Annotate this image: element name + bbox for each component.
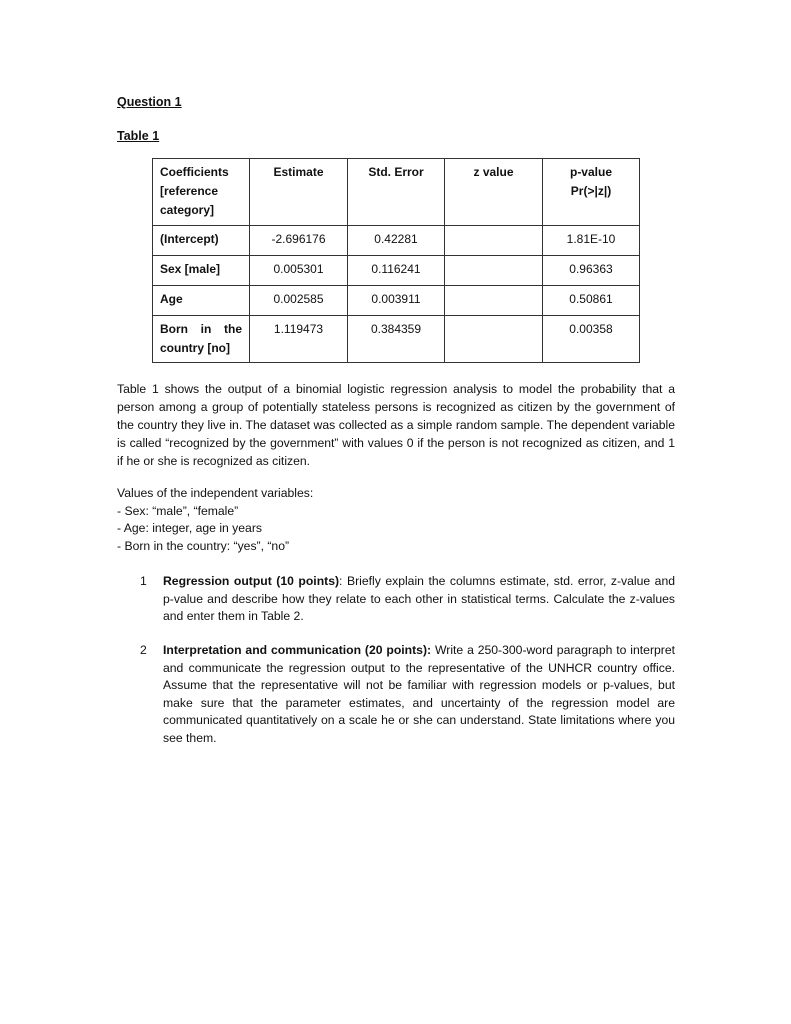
cell-estimate: 0.005301 [250, 256, 348, 286]
cell-z-value [445, 256, 543, 286]
values-intro: Values of the independent variables: [117, 486, 314, 500]
table-row [153, 286, 640, 316]
table-row [153, 226, 640, 256]
question-body [163, 573, 675, 626]
question-text: : Briefly explain the columns estimate, std. error, z-value and p-value and describe how they relate to each other in statistical terms. Calculate the z-values and enter them in Table 2. [163, 574, 675, 623]
cell-std-error: 0.384359 [348, 316, 445, 363]
header-coefficients: Coefficients [reference category] [153, 159, 250, 226]
regression-table [152, 158, 640, 363]
question-number: 2 [140, 643, 147, 657]
header-estimate: Estimate [250, 159, 348, 226]
question-text: Write a 250-300-word paragraph to interpret and communicate the regression output to the representative of the UNHCR country office. Assume that the representative will not be familiar with regression models or p-values, but make sure that the parameter estimates, and uncertainty of the regression model are communicated quantitatively on a scale he or she can understand. State limitations where you see them. [163, 643, 676, 745]
cell-p-value: 0.96363 [543, 256, 640, 286]
header-p-value: p-value Pr(>|z|) [543, 159, 640, 226]
cell-z-value [445, 316, 543, 363]
cell-p-value: 0.00358 [543, 316, 640, 363]
cell-coef: Sex [male] [153, 256, 250, 286]
cell-std-error: 0.42281 [348, 226, 445, 256]
list-item: - Born in the country: “yes”, “no” [117, 538, 290, 553]
cell-estimate: 1.119473 [250, 316, 348, 363]
question-title: Interpretation and communication (20 points): [163, 643, 432, 657]
cell-p-value: 0.50861 [543, 286, 640, 316]
list-item: - Age: integer, age in years [117, 521, 262, 535]
cell-estimate: -2.696176 [250, 226, 348, 256]
header-z-value: z value [445, 159, 543, 226]
cell-z-value [445, 226, 543, 256]
question-number: 1 [140, 574, 147, 588]
table-row [153, 316, 640, 363]
cell-std-error: 0.003911 [348, 286, 445, 316]
table-row [153, 256, 640, 286]
cell-estimate: 0.002585 [250, 286, 348, 316]
table-header-row [153, 159, 640, 226]
table-heading: Table 1 [117, 129, 160, 143]
cell-std-error: 0.116241 [348, 256, 445, 286]
cell-coef: Born in the country [no] [153, 316, 250, 363]
header-std-error: Std. Error [348, 159, 445, 226]
cell-coef: Age [153, 286, 250, 316]
table-description: Table 1 shows the output of a binomial logistic regression analysis to model the probability that a person among a group of potentially stateless persons is recognized as citizen by the government of the country they live in. The dataset was collected as a simple random sample. The dependent variable is called “recognized by the government” with values 0 if the person is not recognized as citizen, and 1 if he or she is recognized as citizen. [117, 382, 675, 468]
question-heading: Question 1 [117, 95, 182, 109]
cell-z-value [445, 286, 543, 316]
question-title: Regression output (10 points) [163, 574, 340, 588]
cell-p-value: 1.81E-10 [543, 226, 640, 256]
list-item: - Sex: “male”, “female” [117, 503, 239, 518]
independent-variable-values [117, 485, 675, 555]
cell-coef: (Intercept) [153, 226, 250, 256]
question-body [163, 642, 675, 747]
